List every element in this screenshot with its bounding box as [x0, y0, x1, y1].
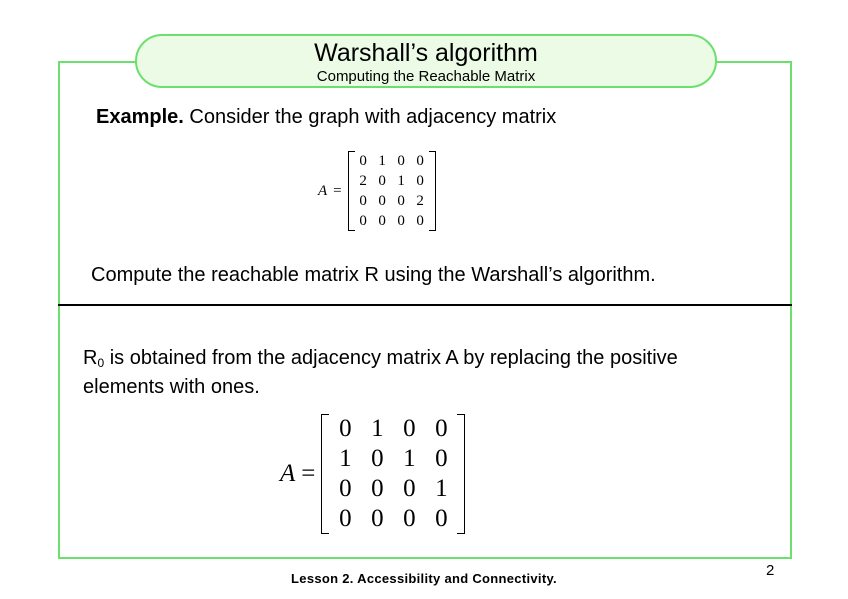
slide-title: Warshall’s algorithm: [314, 39, 538, 67]
example-text: Consider the graph with adjacency matrix: [183, 106, 557, 128]
r0-text: is obtained from the adjacency matrix A by replacing the positive elements with ones.: [83, 347, 678, 398]
footer-lesson: Lesson 2. Accessibility and Connectivity.: [291, 571, 557, 586]
matrix-cell: 0: [397, 213, 405, 229]
matrix-cell: 1: [378, 153, 386, 169]
adjacency-matrix: [318, 151, 436, 231]
matrix-cell: 2: [359, 173, 367, 189]
matrix-cell: 0: [397, 153, 405, 169]
matrix-equals: =: [333, 182, 342, 199]
matrix-cell: 0: [416, 153, 424, 169]
matrix-lhs: A: [280, 460, 296, 487]
r0-symbol: R: [83, 347, 98, 369]
matrix-cell: 1: [403, 445, 416, 472]
matrix-equals: =: [301, 460, 316, 487]
slide-subtitle: Computing the Reachable Matrix: [316, 68, 536, 85]
matrix-cell: 0: [403, 415, 416, 442]
matrix-cell: 2: [416, 193, 424, 209]
r0-description: [83, 345, 763, 401]
matrix-cell: 0: [403, 475, 416, 502]
matrix-cell: 0: [339, 505, 352, 532]
r0-subscript: 0: [97, 356, 105, 370]
matrix-cell: 0: [435, 415, 448, 442]
matrix-cell: 0: [359, 213, 367, 229]
example-label: Example.: [96, 106, 184, 128]
example-statement: [96, 105, 556, 129]
matrix-cell: 0: [371, 445, 384, 472]
matrix-cell: 0: [339, 475, 352, 502]
title-banner: [135, 34, 717, 88]
matrix-cell: 1: [435, 475, 448, 502]
matrix-cell: 0: [359, 193, 367, 209]
matrix-cell: 1: [339, 445, 352, 472]
task-statement: Compute the reachable matrix R using the Warshall’s algorithm.: [91, 264, 656, 286]
matrix-body: [348, 151, 436, 231]
matrix-cell: 0: [359, 153, 367, 169]
matrix-cell: 0: [403, 505, 416, 532]
reachability-matrix-r0: [280, 414, 465, 534]
matrix-cell: 0: [378, 193, 386, 209]
section-divider: [58, 304, 792, 306]
matrix-cell: 0: [397, 193, 405, 209]
matrix-cell: 0: [378, 213, 386, 229]
matrix-cell: 0: [416, 173, 424, 189]
matrix-cell: 0: [371, 475, 384, 502]
matrix-cell: 0: [378, 173, 386, 189]
matrix-cell: 0: [435, 445, 448, 472]
matrix-lhs: A: [318, 182, 328, 199]
matrix-cell: 0: [435, 505, 448, 532]
matrix-cell: 0: [416, 213, 424, 229]
matrix-cell: 0: [339, 415, 352, 442]
page-number: 2: [766, 562, 775, 579]
matrix-body: [321, 414, 465, 534]
matrix-cell: 1: [371, 415, 384, 442]
matrix-cell: 0: [371, 505, 384, 532]
matrix-cell: 1: [397, 173, 405, 189]
